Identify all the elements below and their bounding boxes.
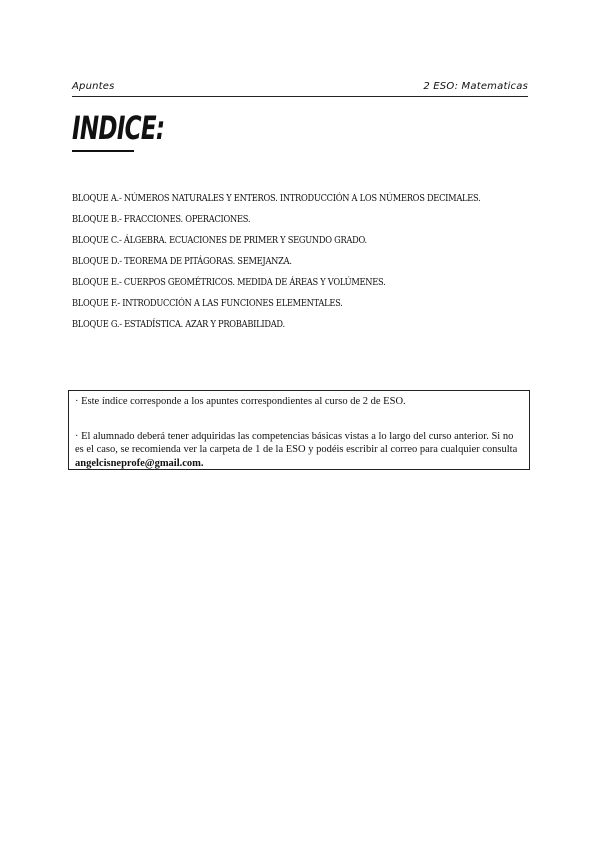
- header-right-text: 2 ESO: Matematicas: [423, 81, 528, 92]
- note-box: [68, 390, 530, 470]
- note-line-1: · Este índice corresponde a los apuntes correspondientes al curso de 2 de ESO.: [75, 396, 406, 407]
- note-line-2-text: · El alumnado deberá tener adquiridas las competencias básicas vistas a lo largo del curso anterior. Si no es el caso, se recomienda ver la carpeta de 1 de la ESO y podéis escribir al correo para cualquier consulta: [75, 430, 518, 455]
- note-spacer: [75, 409, 523, 430]
- title-underline: [72, 150, 134, 152]
- block-item-d: BLOQUE D.- TEOREMA DE PITÁGORAS. SEMEJANZA.: [72, 257, 292, 267]
- block-item-f: BLOQUE F.- INTRODUCCIÓN A LAS FUNCIONES ELEMENTALES.: [72, 299, 343, 309]
- block-item-e: BLOQUE E.- CUERPOS GEOMÉTRICOS. MEDIDA DE ÁREAS Y VOLÚMENES.: [72, 278, 386, 288]
- block-item-g: BLOQUE G.- ESTADÍSTICA. AZAR Y PROBABILIDAD.: [72, 320, 285, 330]
- note-line-2: [75, 430, 523, 471]
- block-list: [72, 192, 495, 339]
- block-item-a: BLOQUE A.- NÚMEROS NATURALES Y ENTEROS. INTRODUCCIÓN A LOS NÚMEROS DECIMALES.: [72, 194, 481, 204]
- page-title: INDICE:: [72, 109, 165, 147]
- block-item-b: BLOQUE B.- FRACCIONES. OPERACIONES.: [72, 215, 251, 225]
- contact-email: angelcisneprofe@gmail.com.: [75, 457, 204, 469]
- page-header: [72, 80, 528, 97]
- header-left-text: Apuntes: [72, 81, 115, 92]
- block-item-c: BLOQUE C.- ÁLGEBRA. ECUACIONES DE PRIMER Y SEGUNDO GRADO.: [72, 236, 367, 246]
